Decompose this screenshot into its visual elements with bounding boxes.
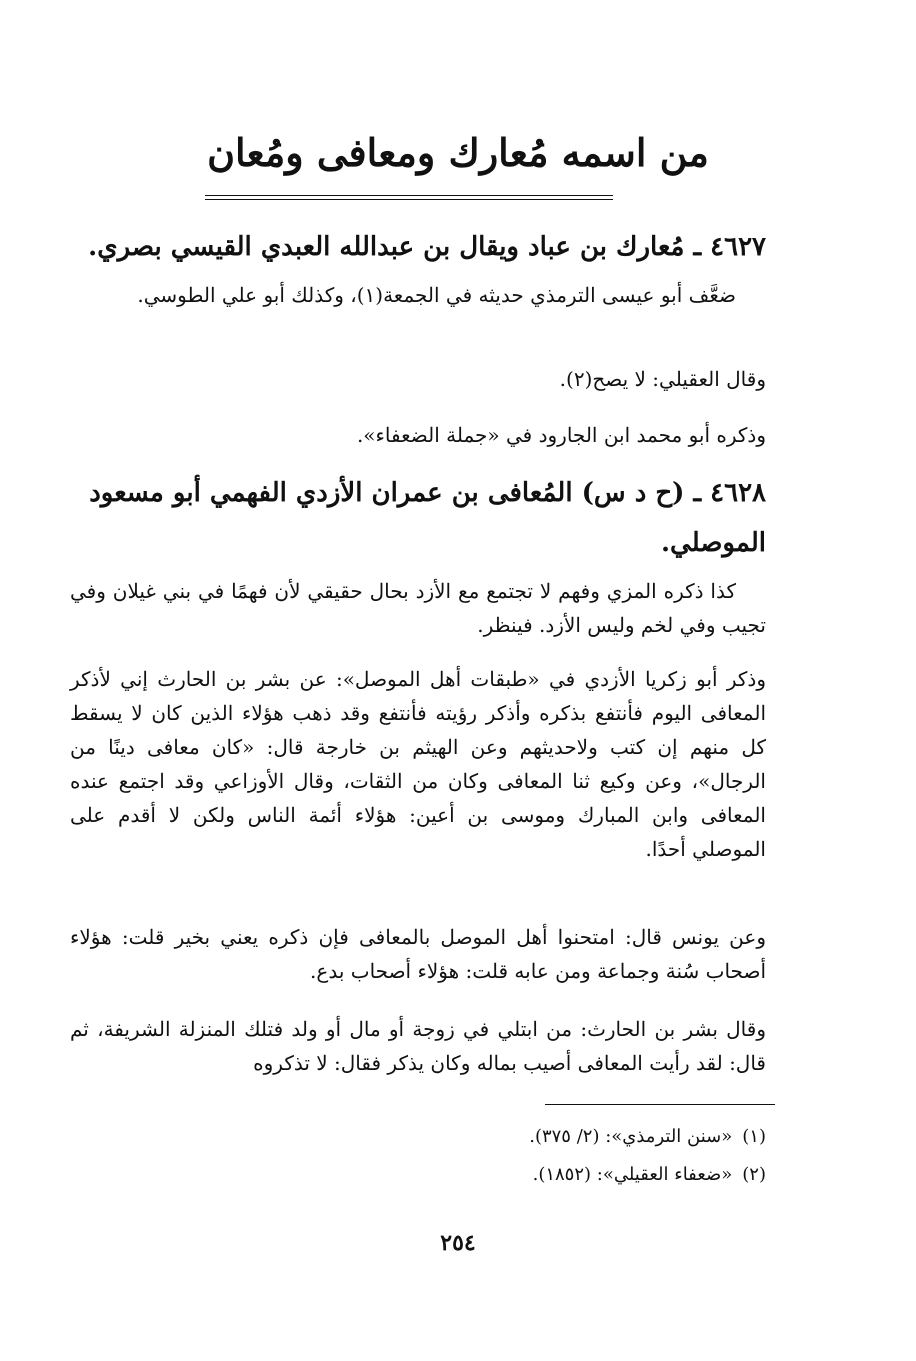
footnote-separator — [545, 1104, 775, 1105]
entry-heading: ٤٦٢٧ ـ مُعارك بن عباد ويقال بن عبدالله العبدي القيسي بصري. — [88, 232, 766, 262]
paragraph: وذكر أبو زكريا الأزدي في «طبقات أهل الموصل»: عن بشر بن الحارث إني لأذكر المعافى اليوم فأنتفع بذكره وأذكر رؤيته فأنتفع وقد ذهب هؤلاء الذين كان لا يسقط كل منهم إن كتب ولاحديثهم وعن الهيثم بن خارجة قال: «كان معافى دينًا من الرجال»، وعن وكيع ثنا المعافى وكان من الثقات، وقال الأوزاعي وقد اجتمع عنده المعافى وابن المبارك وموسى بن أعين: هؤلاء أئمة الناس ولكن لا أقدم على الموصلي أحدًا. — [70, 667, 766, 861]
entry-4627 — [70, 222, 766, 272]
paragraph: كذا ذكره المزي وفهم لا تجتمع مع الأزد بحال حقيقي لأن فهمًا في بني غيلان وفي تجيب وفي لخم وليس الأزد. فينظر. — [70, 579, 766, 637]
entry-4627-body-3 — [70, 418, 766, 452]
entry-4628 — [70, 468, 766, 568]
footnote — [300, 1118, 766, 1156]
paragraph: وعن يونس قال: امتحنوا أهل الموصل بالمعافى فإن ذكره يعني بخير قلت: هؤلاء أصحاب سُنة وجماعة ومن عابه قلت: هؤلاء أصحاب بدع. — [70, 925, 766, 983]
entry-4628-body-1 — [70, 574, 766, 642]
entry-4628-body-3 — [70, 920, 766, 988]
page-title: من اسمه مُعارك ومعافى ومُعان — [207, 130, 709, 175]
page-number: ٢٥٤ — [440, 1230, 476, 1256]
footnote-text: «سنن الترمذي»: (٢/ ٣٧٥). — [529, 1126, 733, 1147]
entry-4628-body-2 — [70, 662, 766, 866]
paragraph: ضعَّف أبو عيسى الترمذي حديثه في الجمعة(١)، وكذلك أبو علي الطوسي. — [137, 283, 736, 307]
entry-4628-body-4 — [70, 1012, 766, 1080]
title-double-rule — [205, 195, 613, 200]
entry-4627-body-2 — [70, 362, 766, 396]
footnote-number: (١) — [742, 1126, 766, 1147]
entry-4627-body — [70, 278, 766, 312]
footnote-text: «ضعفاء العقيلي»: (١٨٥٢). — [532, 1164, 733, 1185]
footnote-number: (٢) — [742, 1164, 766, 1185]
entry-heading: ٤٦٢٨ ـ (ح د س) المُعافى بن عمران الأزدي الفهمي أبو مسعود الموصلي. — [89, 478, 766, 558]
footnote — [300, 1156, 766, 1194]
paragraph: وذكره أبو محمد ابن الجارود في «جملة الضعفاء». — [356, 423, 766, 447]
paragraph: وقال بشر بن الحارث: من ابتلي في زوجة أو مال أو ولد فتلك المنزلة الشريفة، ثم قال: لقد رأيت المعافى أصيب بماله وكان يذكر فقال: لا تذكروه — [70, 1017, 766, 1075]
paragraph: وقال العقيلي: لا يصح(٢). — [559, 367, 766, 391]
footnotes — [300, 1118, 766, 1194]
